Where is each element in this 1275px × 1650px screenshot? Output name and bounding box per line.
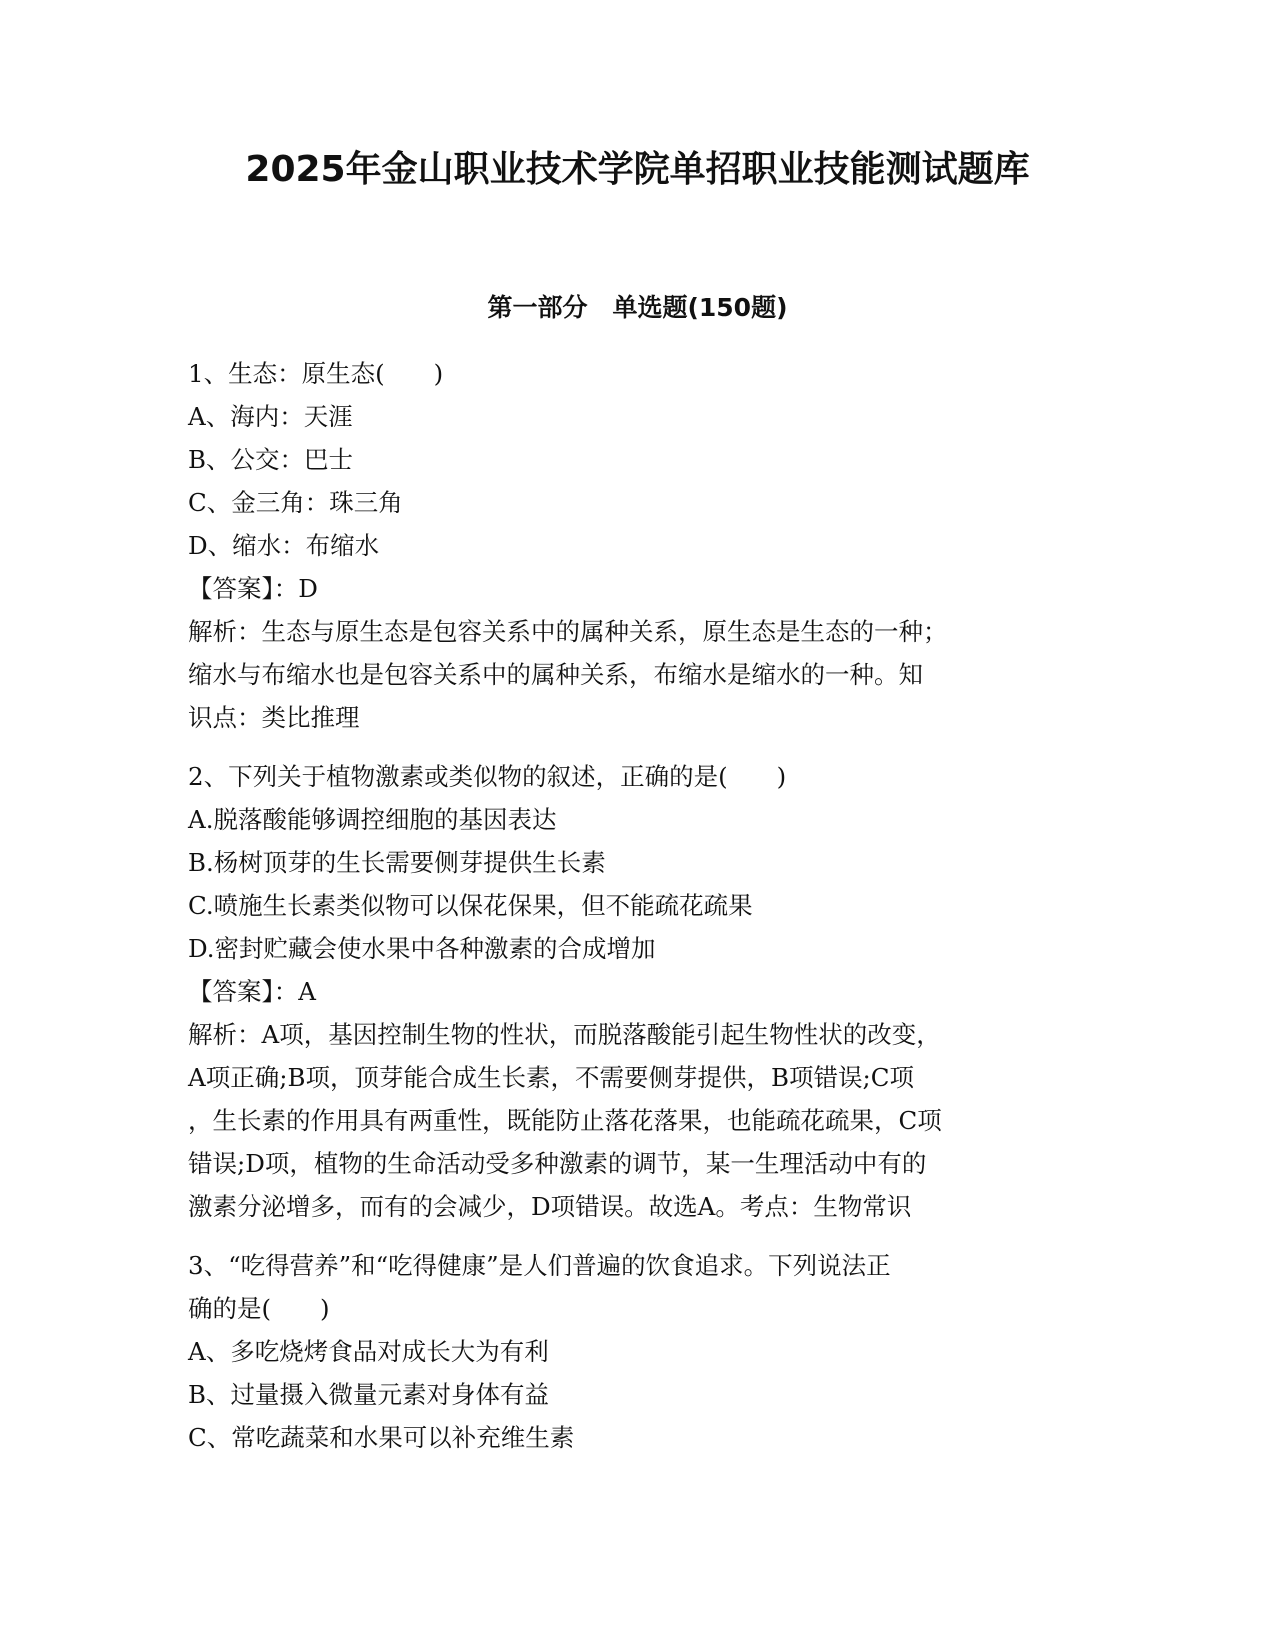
option-c: C.喷施生长素类似物可以保花保果，但不能疏花疏果 <box>188 891 753 920</box>
analysis-line: 解析：A项，基因控制生物的性状，而脱落酸能引起生物性状的改变， <box>188 1020 941 1049</box>
question-list <box>188 352 1088 1459</box>
question-stem: 1、生态：原生态( ) <box>188 359 444 388</box>
option-c: C、常吃蔬菜和水果可以补充维生素 <box>188 1423 575 1452</box>
analysis-line: 错误;D项，植物的生命活动受多种激素的调节，某一生理活动中有的 <box>188 1149 927 1178</box>
option-a: A、海内：天涯 <box>188 402 353 431</box>
option-a: A.脱落酸能够调控细胞的基因表达 <box>188 805 557 834</box>
analysis-line: 解析：生态与原生态是包容关系中的属种关系，原生态是生态的一种； <box>188 617 948 646</box>
question-stem: 确的是( ) <box>188 1294 330 1323</box>
option-c: C、金三角：珠三角 <box>188 488 403 517</box>
option-d: D、缩水：布缩水 <box>188 531 380 560</box>
analysis-line: 识点：类比推理 <box>188 703 360 732</box>
analysis-line: A项正确;B项，顶芽能合成生长素，不需要侧芽提供，B项错误;C项 <box>188 1063 914 1092</box>
analysis-line: 缩水与布缩水也是包容关系中的属种关系，布缩水是缩水的一种。知 <box>188 660 923 689</box>
option-d: D.密封贮藏会使水果中各种激素的合成增加 <box>188 934 656 963</box>
question-stem: 2、下列关于植物激素或类似物的叙述，正确的是( ) <box>188 762 787 791</box>
analysis-line: ，生长素的作用具有两重性，既能防止落花落果，也能疏花疏果，C项 <box>188 1106 942 1135</box>
option-b: B.杨树顶芽的生长需要侧芽提供生长素 <box>188 848 606 877</box>
question-2 <box>188 755 1088 1228</box>
question-3 <box>188 1244 1088 1459</box>
answer-line: 【答案】：D <box>188 574 318 603</box>
analysis-line: 激素分泌增多，而有的会减少，D项错误。故选A。考点：生物常识 <box>188 1192 912 1221</box>
answer-line: 【答案】：A <box>188 977 316 1006</box>
question-stem: 3、“吃得营养”和“吃得健康”是人们普遍的饮食追求。下列说法正 <box>188 1251 891 1280</box>
option-b: B、过量摄入微量元素对身体有益 <box>188 1380 550 1409</box>
document-title: 2025年金山职业技术学院单招职业技能测试题库 <box>245 149 1030 190</box>
option-a: A、多吃烧烤食品对成长大为有利 <box>188 1337 549 1366</box>
section-title: 第一部分 单选题(150题) <box>487 293 788 322</box>
question-1 <box>188 352 1088 739</box>
option-b: B、公交：巴士 <box>188 445 354 474</box>
